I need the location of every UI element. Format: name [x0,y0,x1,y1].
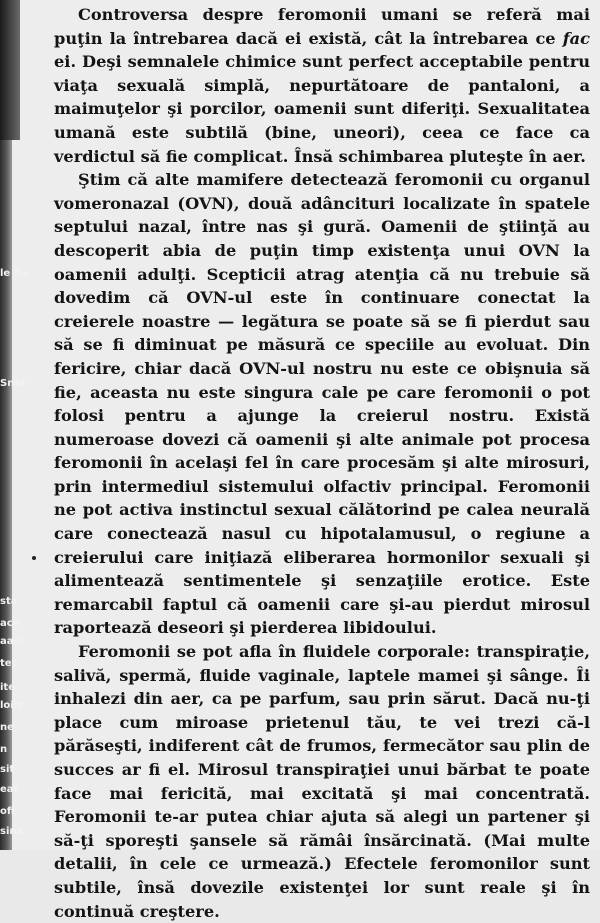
margin-fragment: loile [0,700,24,711]
margin-fragment: aaoi [0,636,24,647]
paragraph-3: Feromonii se pot afla în fluidele corporale: transpiraţie, salivă, spermă, fluide vaginale, laptele mamei şi sânge. Îi inhalezi din aer, ca pe parfum, sau prin sărut. Dacă nu-ţi place cum miroase prietenul tău, te vei trezi că-l părăseşti, indiferent cât de frumos, fermecător sau plin de succes ar fi el. Mirosul transpiraţiei unui bărbat te poate face mai fericită, mai excitată şi mai concentrată. Feromonii te-ar putea chiar ajuta să alegi un partener şi să-ţi sporeşti şansele să rămâi însărcinată. (Mai multe detalii, în cele ce urmează.) Efectele feromonilor sunt subtile, însă dovezile existenţei lor sunt reale şi în continuă creştere. [54,642,590,921]
margin-fragment: sta [0,596,18,607]
margin-fragment: sine [0,826,24,837]
paragraph-1: Controversa despre feromonii umani se referă mai puţin la întrebarea dacă ei există, cât la întrebarea ce fac ei. Deşi semnalele chimice sunt perfect acceptabile pentru viaţa sexuală simplă, nepurtătoare de pantaloni, a maimuţelor şi porcilor, oamenii sunt diferiţi. Sexualitatea umană este subtilă (bine, uneori), ceea ce face ca verdictul să fie complicat. Însă schimbarea pluteşte în aer. [54,5,590,166]
paragraph-2: Ştim că alte mamifere detectează feromonii cu organul vomeronazal (OVN), două adâncituri localizate în spatele septului nazal, între nas şi gură. Oamenii de ştiinţă au descoperit abia de puţin timp existenţa unui OVN la oamenii adulţi. Scepticii atrag atenţia că nu trebuie să dovedim că OVN-ul este în continuare conectat la creierele noastre — legătura se poate să se fi pierdut sau să se fi diminuat pe măsură ce speciile au evoluat. Din fericire, chiar dacă OVN-ul nostru nu este ce obişnuia să fie, aceasta nu este singura cale pe care feromonii o pot folosi pentru a ajunge la creierul nostru. Există numeroase dovezi că oamenii şi alte animale pot procesa feromonii în acelaşi fel în care procesăm şi alte mirosuri, prin intermediul sistemului olfactiv principal. Feromonii ne pot activa instinctul sexual călătorind pe calea neurală care conectează nasul cu hipotalamusul, o regiune a creierului care iniţiază eliberarea hormonilor sexuali şi alimentează sentimentele şi senzaţiile erotice. Este remarcabil faptul că oamenii care şi-au pierdut mirosul raportează deseori şi pierderea libidoului. [54,170,590,638]
margin-fragment: Snef [0,378,26,389]
body-text [54,3,590,923]
stray-ink-mark [32,556,36,560]
margin-fragment: tet [0,658,17,669]
margin-fragment: ace [0,618,20,629]
margin-fragment: ite [0,682,15,693]
emphasis: fac [562,28,590,48]
margin-fragment: le fie [0,268,28,279]
facing-page-fragments [0,0,28,850]
margin-fragment: ne- [0,722,19,733]
margin-fragment: eat [0,784,19,795]
margin-fragment: sit [0,764,15,775]
margin-fragment: ofi [0,806,15,817]
margin-fragment: n [0,744,8,755]
